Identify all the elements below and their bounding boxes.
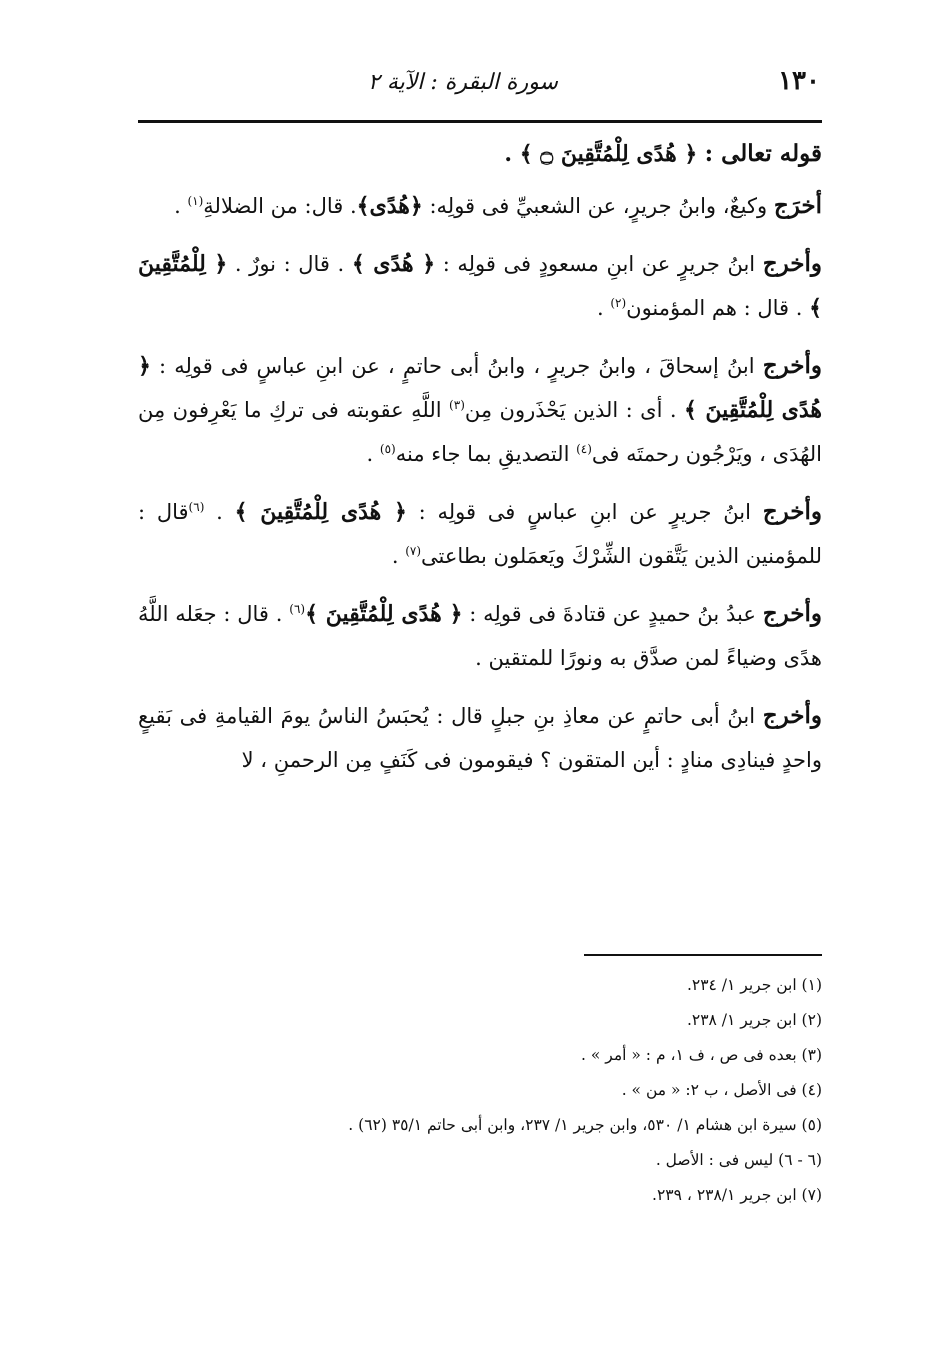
footnote-4: (٤) فى الأصل ، ب ٢: « من » . [621,1081,822,1099]
paragraph-end: . [366,442,380,466]
paragraph-lead: أخرَج [773,192,822,219]
quran-citation: ﴿ هُدًى ﴾ [351,251,436,277]
quran-citation: ﴿ هُدًى لِلْمُتَّقِينَ ۝ ﴾ . [504,141,698,167]
quran-citation: ﴿ لِلْمُتَّقِينَ ﴾ [138,251,822,321]
footnote-marker: (٧) [405,544,422,558]
heading-lead: قوله تعالى : [704,140,822,167]
paragraph-text: ابنُ أبى حاتمٍ عن معاذِ بنِ جبلٍ قال : يُحبَسُ الناسُ يومَ القيامةِ فى بَقيعٍ واحدٍ فينادِى منادٍ : أين المتقون ؟ فيقومون فى كَنَفٍ مِن الرحمنِ ، لا [138,704,822,772]
footnote-1: (١) ابن جرير ١/ ٢٣٤. [686,976,822,994]
paragraph-lead: وأخرج [762,250,822,277]
quran-citation: ﴿هُدًى﴾ [356,193,423,219]
paragraph-5 [138,592,822,680]
paragraph-3 [138,344,822,476]
quran-citation: ﴿ هُدًى لِلْمُتَّقِينَ ﴾ [234,499,407,525]
paragraph-text: اللَّهِ عقوبته فى تركِ ما يَعْرِفون مِن الهُدَى ، ويَرْجُون رحمتَه فى [138,398,822,466]
paragraph-1 [138,184,822,228]
quran-citation: ﴿ هُدًى لِلْمُتَّقِينَ ﴾ [138,353,823,423]
paragraph-lead: وأخرج [762,702,822,729]
footnote-marker: (٢) [610,296,627,310]
page-number: ١٣٠ [778,66,820,96]
paragraph-end: . [391,544,406,568]
paragraph-text: . أى : الذين يَحْذَرون مِن [464,398,685,422]
paragraph-lead: وأخرج [762,352,822,379]
footnote-5: (٥) سيرة ابن هشام ١/ ٥٣٠، وابن جرير ١/ ٢٣٧، وابن أبى حاتم ٣٥/١ (٦٢) . [348,1116,822,1134]
paragraph-2 [138,242,822,330]
footnote-3: (٣) بعده فى ص ، ف ١، م : « أمر » . [581,1046,822,1064]
footnote-rule [584,954,822,956]
footnote-marker: (٥) [379,442,396,456]
paragraph-lead: وأخرج [762,600,822,627]
paragraph-text: . قال: من الضلالةِ [203,194,357,218]
paragraph-text: . [204,500,235,524]
paragraph-lead: وأخرج [762,498,822,525]
header-rule [138,120,822,123]
paragraph-end: . [596,296,611,320]
footnote-7: (٧) ابن جرير ٢٣٨/١ ، ٢٣٩. [652,1186,822,1204]
paragraph-text: التصديقِ بما جاء منه [395,442,577,466]
paragraph-text: وكيعٌ، وابنُ جريرٍ، عن الشعبيِّ فى قولِه: [422,194,774,218]
paragraph-text: . قال : جعَله اللَّهُ هدًى وضياءً لمن صدَّق به ونورًا للمتقين . [138,602,822,670]
paragraph-text: ابنُ جريرٍ عن ابنِ مسعودٍ فى قولِه : [435,252,763,276]
footnote-marker: (١) [187,194,204,208]
footnote-6: (٦ - ٦) ليس فى : الأصل . [655,1151,822,1169]
paragraph-text: ابنُ جريرٍ عن ابنِ عباسٍ فى قولِه : [406,500,763,524]
paragraph-4 [138,490,822,578]
paragraph-text: . قال : نورٌ . [227,252,352,276]
paragraph-text: . قال : هم المؤمنون [626,296,810,320]
footnotes [262,968,822,1213]
footnote-marker: (٣) [449,398,465,412]
footnote-marker: (٦) [188,500,205,514]
main-text [138,132,822,796]
footnote-marker: (٤) [576,442,592,456]
quran-citation: ﴿ هُدًى لِلْمُتَّقِينَ ﴾ [305,601,463,627]
verse-heading [138,132,822,176]
paragraph-6 [138,694,822,782]
page-header [140,66,820,110]
paragraph-text: عبدُ بنُ حميدٍ عن قتادةَ فى قولِه : [462,602,763,626]
paragraph-end: . [174,194,188,218]
paragraph-text: قال : للمؤمنين الذين يَتَّقون الشِّرْكَ ويَعمَلون بطاعتى [138,500,822,568]
paragraph-text: ابنُ إسحاقَ ، وابنُ جريرٍ ، وابنُ أبى حاتمٍ ، عن ابنِ عباسٍ فى قولِه : [150,354,763,378]
running-title: سورة البقرة : الآية ٢ [368,70,558,95]
footnote-2: (٢) ابن جرير ١/ ٢٣٨. [686,1011,822,1029]
footnote-marker: (٦) [289,602,306,616]
